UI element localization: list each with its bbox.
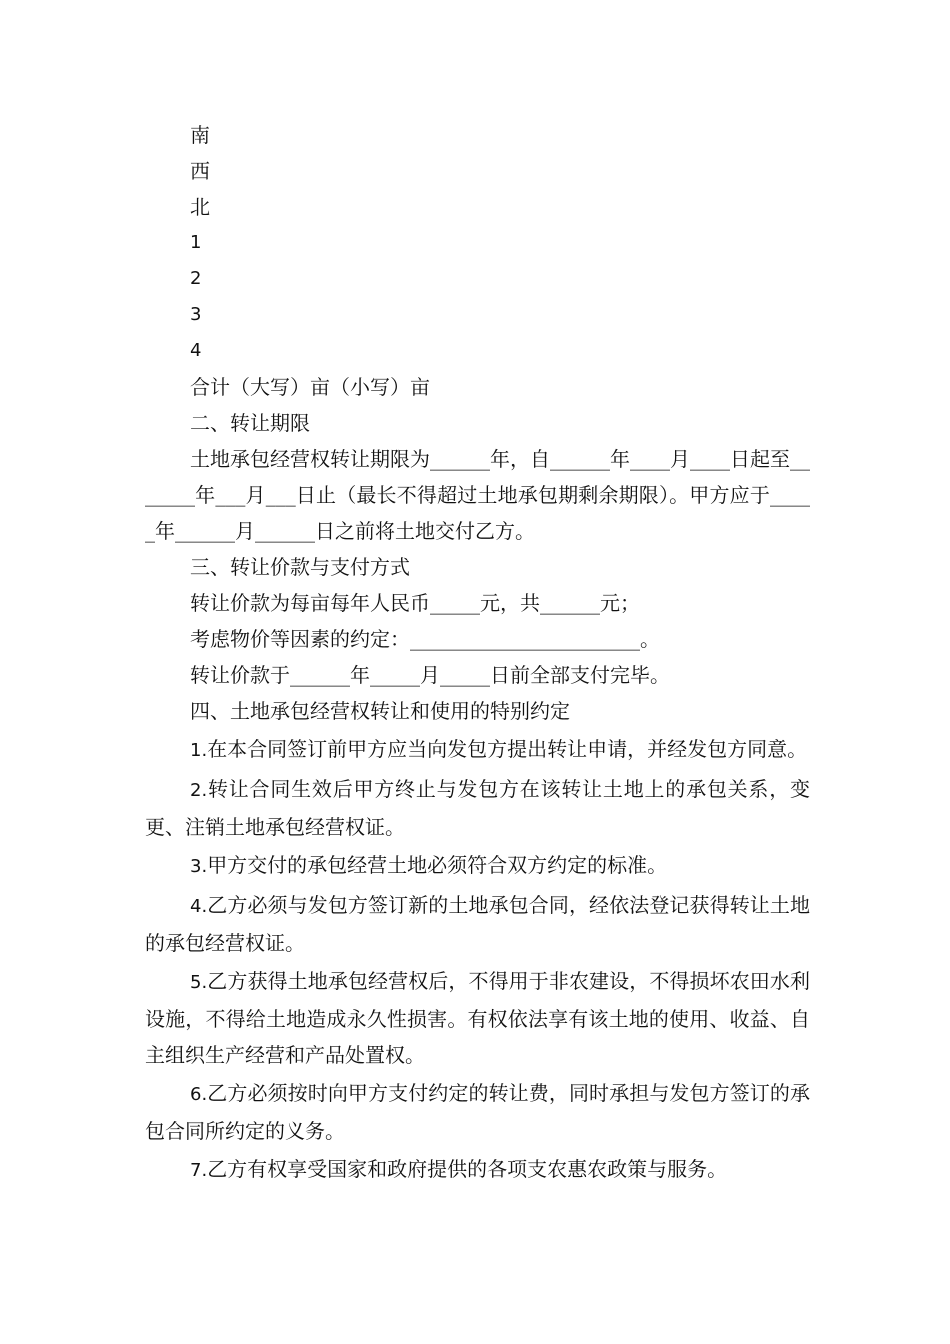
special-term-7-text: 乙方有权享受国家和政府提供的各项支农惠农政策与服务。 xyxy=(207,1157,728,1181)
section-3-price: 转让价款为每亩每年人民币_____元，共______元； xyxy=(190,591,640,615)
special-term-4-number: 4. xyxy=(190,896,208,917)
section-3-price-factor: 考虑物价等因素的约定：_______________________。 xyxy=(190,627,660,651)
special-term-1-number: 1. xyxy=(190,740,208,761)
special-term-4 xyxy=(145,887,810,961)
special-term-7-number: 7. xyxy=(190,1160,208,1181)
direction-south: 南 xyxy=(190,123,210,147)
special-term-6 xyxy=(145,1075,810,1149)
section-3-payment-deadline: 转让价款于______年_____月_____日前全部支付完毕。 xyxy=(190,663,670,687)
special-term-5-number: 5. xyxy=(190,972,208,993)
section-2-heading: 二、转让期限 xyxy=(190,411,310,435)
special-term-3-text: 甲方交付的承包经营土地必须符合双方约定的标准。 xyxy=(207,853,668,877)
special-term-7 xyxy=(145,1151,810,1189)
section-4-heading: 四、土地承包经营权转让和使用的特别约定 xyxy=(190,699,570,723)
special-term-2 xyxy=(145,771,810,845)
special-term-6-text: 乙方必须按时向甲方支付约定的转让费，同时承担与发包方签订的承包合同所约定的义务。 xyxy=(145,1081,810,1143)
special-term-1 xyxy=(145,731,810,769)
section-3-heading: 三、转让价款与支付方式 xyxy=(190,555,410,579)
special-term-3 xyxy=(145,847,810,885)
land-row-1: 1 xyxy=(190,232,202,253)
special-term-3-number: 3. xyxy=(190,856,208,877)
land-row-4: 4 xyxy=(190,340,202,361)
special-term-2-text: 转让合同生效后甲方终止与发包方在该转让土地上的承包关系，变更、注销土地承包经营权证。 xyxy=(145,777,810,839)
special-term-5 xyxy=(145,963,810,1073)
contract-content xyxy=(145,117,810,1189)
special-term-6-number: 6. xyxy=(190,1084,208,1105)
land-total: 合计（大写）亩（小写）亩 xyxy=(190,375,430,399)
land-row-3: 3 xyxy=(190,304,202,325)
special-term-2-number: 2. xyxy=(190,780,208,801)
land-row-2: 2 xyxy=(190,268,202,289)
section-2-body: 土地承包经营权转让期限为______年，自______年____月____日起至_______年___月___日止（最长不得超过土地承包期剩余期限）。甲方应于_____年______月______日之前将土地交付乙方。 xyxy=(145,447,810,543)
direction-north: 北 xyxy=(190,195,210,219)
special-term-1-text: 在本合同签订前甲方应当向发包方提出转让申请，并经发包方同意。 xyxy=(207,737,808,761)
special-term-4-text: 乙方必须与发包方签订新的土地承包合同，经依法登记获得转让土地的承包经营权证。 xyxy=(145,893,810,955)
direction-west: 西 xyxy=(190,159,210,183)
special-term-5-text: 乙方获得土地承包经营权后，不得用于非农建设，不得损坏农田水利设施，不得给土地造成永久性损害。有权依法享有该土地的使用、收益、自主组织生产经营和产品处置权。 xyxy=(145,969,810,1067)
